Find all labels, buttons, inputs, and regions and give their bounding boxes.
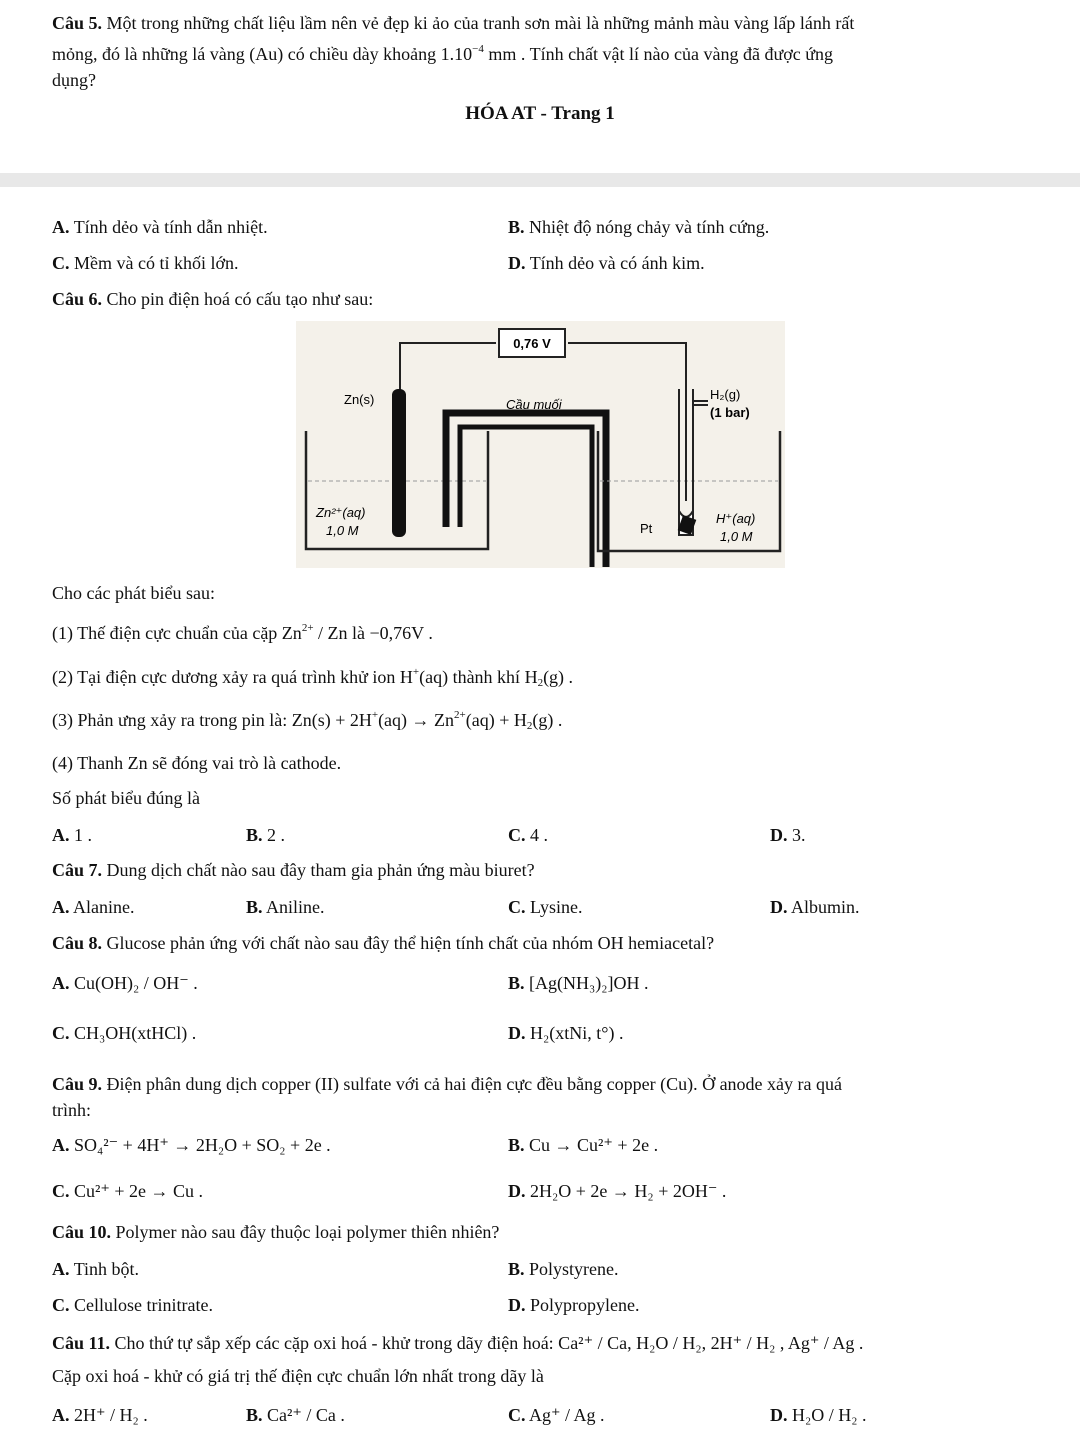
q11-option-b[interactable]: B. Ca²⁺ / Ca . [246, 1405, 345, 1425]
q8-option-b[interactable]: B. [Ag(NH₃)₂]OH . [508, 973, 649, 993]
h-ion-label: H⁺(aq) [716, 511, 756, 526]
q5-option-d[interactable]: D. Tính dẻo và có ánh kim. [508, 253, 705, 273]
electrochemical-cell-diagram [296, 321, 785, 568]
zn-solid-label: Zn(s) [344, 392, 375, 407]
q9-option-d[interactable]: D. 2H₂O + 2e → H₂ + 2OH⁻ . [508, 1181, 727, 1201]
q9-stem: Câu 9. Điện phân dung dịch copper (II) sulfate với cả hai điện cực đều bằng copper (Cu). Ở anode xảy ra quá trình: [52, 1074, 843, 1120]
q6-option-b[interactable]: B. 2 . [246, 825, 286, 845]
voltmeter-reading: 0,76 V [513, 336, 551, 351]
q11-option-c[interactable]: C. Ag⁺ / Ag . [508, 1405, 605, 1425]
h2-gas-label: H₂(g) [710, 387, 741, 402]
q7-option-a[interactable]: A. Alanine. [52, 897, 135, 917]
pt-label: Pt [640, 521, 653, 536]
q9-option-c[interactable]: C. Cu²⁺ + 2e → Cu . [52, 1181, 204, 1201]
q6-statement-1: (1) Thế điện cực chuẩn của cặp $Zn^{2+}$ / Zn là −0,76V . [52, 622, 433, 643]
page-footer: HÓA AT - Trang 1 [465, 103, 615, 124]
zn-ion-label: Zn²⁺(aq) [316, 505, 366, 520]
zn-conc-label: 1,0 M [326, 523, 359, 538]
q5-exponent: −4 [472, 43, 484, 55]
q6-intro: Cho các phát biểu sau: [52, 583, 215, 603]
q7-option-c[interactable]: C. Lysine. [508, 897, 583, 917]
q5-line1: Một trong những chất liệu lầm nên vẻ đẹp ki ảo của tranh sơn mài là những mảnh màu vàng lấp lánh rất [106, 13, 855, 33]
q10-option-c[interactable]: C. Cellulose trinitrate. [52, 1295, 213, 1315]
q11-option-a[interactable]: A. 2H⁺ / H₂ . [52, 1405, 148, 1425]
q8-stem: Câu 8. Glucose phản ứng với chất nào sau đây thể hiện tính chất của nhóm OH hemiacetal? [52, 933, 715, 953]
q9-option-a[interactable]: A. SO₄²⁻ + 4H⁺ → 2H₂O + SO₂ + 2e . [52, 1135, 331, 1155]
q8-option-c[interactable]: C. CH₃OH(xtHCl) . [52, 1023, 197, 1043]
q10-option-d[interactable]: D. Polypropylene. [508, 1295, 640, 1315]
q10-stem: Câu 10. Polymer nào sau đây thuộc loại polymer thiên nhiên? [52, 1222, 500, 1242]
q7-option-d[interactable]: D. Albumin. [770, 897, 860, 917]
q10-option-a[interactable]: A. Tinh bột. [52, 1259, 140, 1279]
q9-option-b[interactable]: B. Cu → Cu²⁺ + 2e . [508, 1135, 659, 1155]
q6-option-d[interactable]: D. 3. [770, 825, 806, 845]
q6-stem: Câu 6. Cho pin điện hoá có cấu tạo như sau: [52, 289, 374, 309]
q6-ask: Số phát biểu đúng là [52, 788, 200, 808]
q5-option-a[interactable]: A. Tính dẻo và tính dẫn nhiệt. [52, 217, 268, 237]
zinc-electrode [392, 389, 406, 537]
q8-option-d[interactable]: D. H₂(xtNi, t°) . [508, 1023, 624, 1043]
q8-option-a[interactable]: A. Cu(OH)₂ / OH⁻ . [52, 973, 198, 993]
q10-option-b[interactable]: B. Polystyrene. [508, 1259, 619, 1279]
page-break-band [0, 173, 1080, 187]
q11-line1: Câu 11. Cho thứ tự sắp xếp các cặp oxi hoá - khử trong dãy điện hoá: Ca²⁺ / Ca, H₂O / H₂, 2H⁺ / H₂ , Ag⁺ / Ag . [52, 1333, 864, 1353]
h-conc-label: 1,0 M [720, 529, 753, 544]
q11-option-d[interactable]: D. H₂O / H₂ . [770, 1405, 867, 1425]
q5-stem [52, 10, 1032, 93]
q6-statement-2: (2) Tại điện cực dương xảy ra quá trình khử ion H+(aq) thành khí $H_2(g)$ . [52, 666, 574, 689]
q5-line3: dụng? [52, 70, 96, 90]
q6-statement-3: (3) Phản ưng xảy ra trong pin là: $Zn(s) + 2H^+(aq) \to Zn^{2+}(aq) + H_2(g)$ . [52, 709, 563, 732]
q6-statement-4: (4) Thanh Zn sẽ đóng vai trò là cathode. [52, 753, 342, 773]
q5-option-b[interactable]: B. Nhiệt độ nóng chảy và tính cứng. [508, 217, 770, 237]
q5-number: Câu 5. [52, 13, 103, 33]
q5-option-c[interactable]: C. Mềm và có tỉ khối lớn. [52, 253, 239, 273]
salt-bridge-label: Cầu muối [506, 397, 562, 412]
q11-line2: Cặp oxi hoá - khử có giá trị thế điện cực chuẩn lớn nhất trong dãy là [52, 1366, 544, 1386]
q5-line2: mỏng, đó là những lá vàng (Au) có chiều dày khoảng 1.10 [52, 44, 473, 64]
q6-option-c[interactable]: C. 4 . [508, 825, 548, 845]
q6-option-a[interactable]: A. 1 . [52, 825, 92, 845]
q7-stem: Câu 7. Dung dịch chất nào sau đây tham gia phản ứng màu biuret? [52, 860, 535, 880]
q5-line2b: mm . Tính chất vật lí nào của vàng đã được ứng [483, 44, 834, 64]
q7-option-b[interactable]: B. Aniline. [246, 897, 325, 917]
h2-pressure-label: (1 bar) [710, 405, 750, 420]
